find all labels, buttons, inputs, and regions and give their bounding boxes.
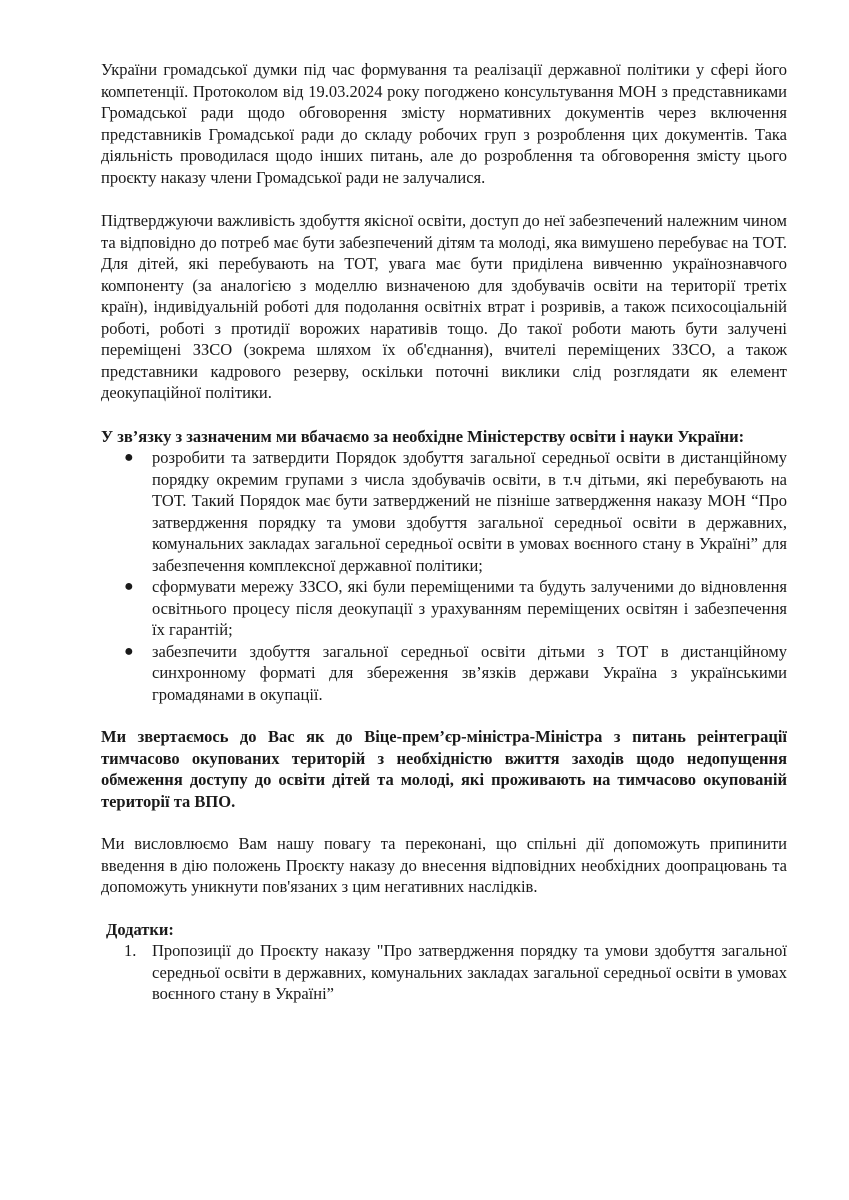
list-item (124, 576, 787, 641)
bullet-icon: ● (124, 449, 134, 466)
paragraph-quality-education: Підтверджуючи важливість здобуття якісної освіти, доступ до неї забезпечений належним чином та відповідно до потреб має бути забезпечений дітям та молоді, яка вимушено перебуває на ТОТ. Для дітей, які перебувають на ТОТ, увага має бути приділена вивченню українознавчого компоненту (за аналогією з моделлю визначеною для здобувачів освіти на території третіх країн), індивідуальній роботі для подолання освітніх втрат і розривів, а також психосоціальній роботі, роботі з протидії ворожих наративів тощо. До такої роботи мають бути залучені переміщені ЗЗСО (зокрема шляхом їх об'єднання), вчителі переміщених ЗЗСО, а також представники кадрового резерву, оскільки поточні виклики слід розглядати як елемент деокупаційної політики. (101, 211, 787, 402)
list-item (124, 447, 787, 576)
bullet-icon: ● (124, 642, 134, 660)
list-item-text: сформувати мережу ЗЗСО, які були переміщеними та будуть залученими до відновлення освітнього процесу після деокупації з урахуванням переміщених освітян і забезпечення їх гарантій; (152, 577, 787, 639)
list-item-text: розробити та затвердити Порядок здобуття загальної середньої освіти в дистанційному порядку окремим групами з числа здобувачів освіти, в т.ч дітьми, які перебувають на ТОТ. Такий Порядок має бути затверджений не пізніше затвердження наказу МОН “Про затвердження порядку та умови здобуття загальної середньої освіти в державних, комунальних закладах загальної середньої освіти в умовах воєнного стану в Україні” для забезпечення комплексної державної політики; (152, 448, 787, 575)
paragraph-intro: України громадської думки під час формування та реалізації державної політики у сфері його компетенції. Протоколом від 19.03.2024 року погоджено консультування МОН з представниками Громадської ради щодо обговорення змісту нормативних документів через включення представників Громадської ради до складу робочих груп з розроблення цих документів. Така діяльність проводилася щодо інших питань, але до розроблення та обговорення змісту цього проєкту наказу члени Громадської ради не залучалися. (101, 60, 787, 187)
paragraph-necessary-actions: У зв’язку з зазначеним ми вбачаємо за необхідне Міністерству освіти і науки України: (101, 426, 745, 446)
appendix-item-number: 1. (124, 941, 137, 960)
appendix-item-text: Пропозиції до Проєкту наказу "Про затвердження порядку та умови здобуття загальної середньої освіти в державних, комунальних закладах загальної середньої освіти в умовах воєнного стану в Україні” (152, 941, 787, 1003)
list-item (124, 641, 787, 706)
paragraph-appeal: Ми звертаємось до Вас як до Віце-прем’єр-міністра-Міністра з питань реінтеграції тимчасово окупованих територій з необхідністю вжиття заходів щодо недопущення обмеження доступу до освіти дітей та молоді, які проживають на тимчасово окупованій території та ВПО. (101, 727, 787, 811)
list-item-text: забезпечити здобуття загальної середньої освіти дітьми з ТОТ в дистанційному синхронному форматі для збереження зв’язків держави Україна з українськими громадянами в окупації. (152, 641, 787, 704)
appendix-list (101, 940, 787, 1005)
list-item (124, 940, 787, 1005)
paragraph-respect: Ми висловлюємо Вам нашу повагу та переконані, що спільні дії допоможуть припинити введення в дію положень Проєкту наказу до внесення відповідних необхідних доопрацювань та допоможуть уникнути пов'язаних з цим негативних наслідків. (101, 834, 787, 896)
document-page (101, 59, 787, 1005)
appendix-title: Додатки: (106, 919, 174, 939)
bullet-icon: ● (124, 578, 134, 595)
actions-list (101, 447, 787, 705)
